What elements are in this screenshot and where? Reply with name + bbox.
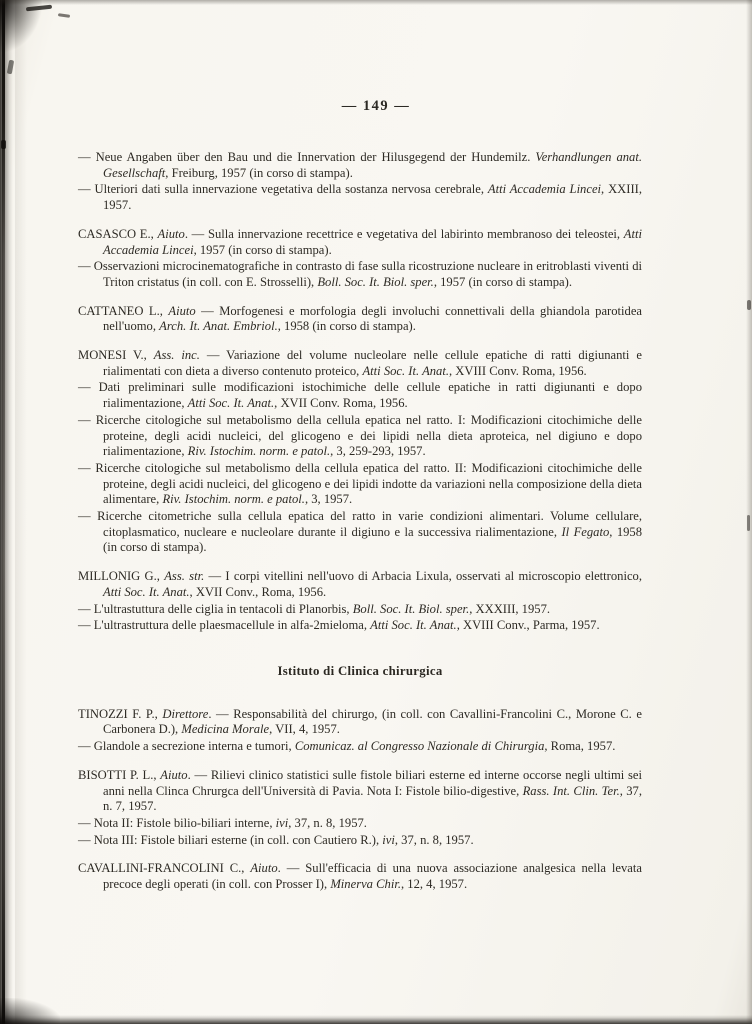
section-heading: Istituto di Clinica chirurgica <box>277 663 443 678</box>
bibliography-entry: CATTANEO L., Aiuto — Morfogenesi e morfologia degli involuchi connettivali della ghiandola parotidea nell'uomo, Arch. It. Anat. Embriol., 1958 (in corso di stampa). <box>78 303 642 334</box>
author-block <box>78 707 642 755</box>
scan-artifact-ink-mark <box>26 5 52 12</box>
scan-artifact-binding-line <box>2 0 5 1024</box>
bibliography-entry: — Dati preliminari sulle modificazioni istochimiche delle cellule epatiche in ratti digiunanti e dopo rialimentazione, Atti Soc. It. Anat., XVII Conv. Roma, 1956. <box>78 380 642 411</box>
bibliography-entry: CAVALLINI-FRANCOLINI C., Aiuto. — Sull'efficacia di una nuova associazione analgesica nella levata precoce degli operati (in coll. con Prosser I), Minerva Chir., 12, 4, 1957. <box>78 861 642 892</box>
bibliography-entry: — Osservazioni microcinematografiche in contrasto di fase sulla ricostruzione nucleare in eritroblasti viventi di Triton cristatus (in coll. con E. Strosselli), Boll. Soc. It. Biol. sper., 1957 (in corso di stampa). <box>78 259 642 289</box>
page-number: — 149 — <box>341 98 411 114</box>
bibliography-entry: — L'ultrastruttura delle plaesmacellule in alfa-2mieloma, Atti Soc. It. Anat., XVIII Conv., Parma, 1957. <box>78 618 600 633</box>
scan-artifact-edge-mark <box>1 140 6 149</box>
bibliography-entry: — Ricerche citometriche sulla cellula epatica del ratto in varie condizioni alimentari. Volume cellulare, citoplasmatico, nucleare e nucleolare durante il digiuno e la successiva rialimentazione, Il Fegato, 1958 (in corso di stampa). <box>78 509 643 555</box>
bibliography-entry: BISOTTI P. L., Aiuto. — Rilievi clinico statistici sulle fistole biliari esterne ed interne occorse negli ultimi sei anni nella Clinca Chrurgca dell'Università di Pavia. Nota I: Fistole bilio-digestive, Rass. Int. Clin. Ter., 37, n. 7, 1957. <box>78 767 643 814</box>
author-block <box>78 569 642 634</box>
bibliography-entry: — Ulteriori dati sulla innervazione vegetativa della sostanza nervosa cerebrale, Atti Accademia Lincei, XXIII, 1957. <box>78 182 643 213</box>
author-block <box>78 861 642 892</box>
scan-artifact-left-streak <box>15 0 27 1024</box>
scan-artifact-corner-blob <box>0 0 42 52</box>
author-block <box>78 768 642 849</box>
author-block <box>78 304 642 335</box>
scan-artifact-edge-mark <box>747 515 750 531</box>
bibliography-entry: — Ricerche citologiche sul metabolismo della cellula epatica nel ratto. I: Modificazioni citochimiche delle proteine, degli acidi nucleici, del glicogeno e dei lipidi nella dieta aproteica, nel digiuno e dopo rialimentazione, Riv. Istochim. norm. e patol., 3, 259-293, 1957. <box>78 412 642 459</box>
bibliography-section <box>78 664 642 893</box>
bibliography-entry: — Glandole a secrezione interna e tumori, Comunicaz. al Congresso Nazionale di Chirurgia, Roma, 1957. <box>78 739 616 754</box>
bibliography-entry: — Nota II: Fistole bilio-biliari interne, ivi, 37, n. 8, 1957. <box>78 815 367 830</box>
author-block <box>78 348 642 556</box>
bibliography-entry: — L'ultrastuttura delle ciglia in tentacoli di Planorbis, Boll. Soc. It. Biol. sper., XXXIII, 1957. <box>78 601 551 616</box>
bibliography-entry: — Neue Angaben über den Bau und die Innervation der Hilusgegend der Hundemilz. Verhandlungen anat. Gesellschaft, Freiburg, 1957 (in corso di stampa). <box>78 150 642 180</box>
bibliography-entry: CASASCO E., Aiuto. — Sulla innervazione recettrice e vegetativa del labirinto membranoso dei teleostei, Atti Accademia Lincei, 1957 (in corso di stampa). <box>78 226 642 257</box>
author-block <box>78 150 642 214</box>
author-block <box>78 227 642 291</box>
bibliography <box>78 150 642 906</box>
bibliography-section <box>78 150 642 634</box>
bibliography-entry: — Nota III: Fistole biliari esterne (in coll. con Cautiero R.), ivi, 37, n. 8, 1957. <box>78 832 474 847</box>
scan-artifact-ink-mark <box>58 13 70 18</box>
bibliography-entry: TINOZZI F. P., Direttore. — Responsabilità del chirurgo, (in coll. con Cavallini-Francolini C., Morone C. e Carbonera D.), Medicina Morale, VII, 4, 1957. <box>78 706 642 737</box>
bibliography-entry: — Ricerche citologiche sul metabolismo della cellula epatica del ratto. II: Modificazioni citochimiche delle proteine, degli acidi nucleici, del glicogeno e dei lipidi indotte da variazioni nella composizione della dieta alimentare, Riv. Istochim. norm. e patol., 3, 1957. <box>78 460 642 507</box>
scan-artifact-bottom-shadow <box>0 1015 752 1024</box>
scan-artifact-binding-shadow <box>0 0 13 1024</box>
bibliography-entry: MONESI V., Ass. inc. — Variazione del volume nucleolare nelle cellule epatiche di ratti digiunanti e rialimentati con dieta a diverso contenuto proteico, Atti Soc. It. Anat., XVIII Conv. Roma, 1956. <box>78 348 642 378</box>
scan-artifact-ink-mark <box>7 60 14 75</box>
bibliography-entry: MILLONIG G., Ass. str. — I corpi vitellini nell'uovo di Arbacia Lixula, osservati al microscopio elettronico, Atti Soc. It. Anat., XVII Conv., Roma, 1956. <box>78 569 642 599</box>
scan-artifact-corner-shadow <box>0 998 60 1024</box>
scan-artifact-top-shadow <box>0 0 752 5</box>
scan-artifact-edge-mark <box>747 300 751 310</box>
scan-artifact-right-shadow <box>746 0 752 1024</box>
